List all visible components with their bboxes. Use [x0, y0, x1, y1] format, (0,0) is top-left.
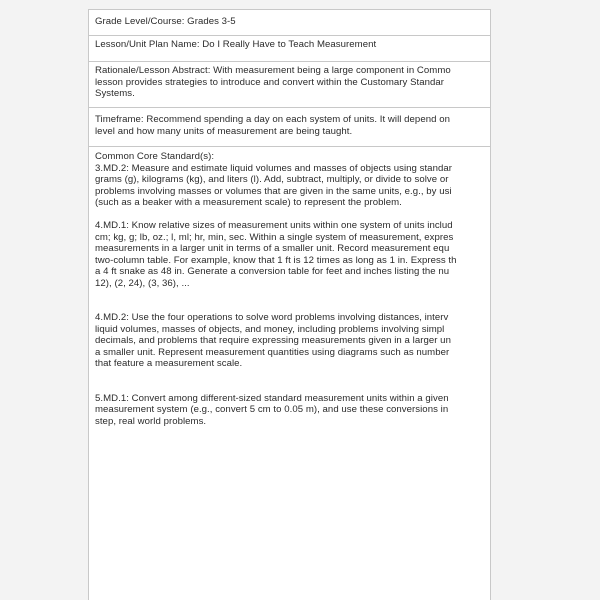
- standard-line: measurement system (e.g., convert 5 cm to 0.05 m), and use these conversions in: [95, 404, 449, 415]
- rationale-row: [89, 62, 490, 108]
- rationale-line: Systems.: [95, 88, 135, 99]
- standard-line: two-column table. For example, know that 1 ft is 12 times as long as 1 in. Express th: [95, 254, 457, 266]
- standard-line: 12), (2, 24), (3, 36), ...: [95, 277, 190, 289]
- standards-row: [89, 147, 490, 431]
- standard-4md1: [95, 220, 490, 289]
- standard-line: a smaller unit. Represent measurement quantities using diagrams such as number: [95, 346, 450, 358]
- standard-line: 3.MD.2: Measure and estimate liquid volumes and masses of objects using standar: [95, 162, 452, 174]
- spacer: [95, 370, 490, 393]
- standard-5md1: [95, 393, 490, 428]
- standard-line: measurements in a larger unit in terms of a smaller unit. Record measurement equ: [95, 243, 450, 254]
- grade-level-row: [89, 10, 490, 36]
- plan-name-row: [89, 36, 490, 62]
- standard-line: 5.MD.1: Convert among different-sized standard measurement units within a given: [95, 392, 449, 404]
- standard-line: step, real world problems.: [95, 415, 207, 427]
- standard-line: cm; kg, g; lb, oz.; l, ml; hr, min, sec. Within a single system of measurement, expres: [95, 231, 454, 243]
- document-page: [88, 9, 491, 600]
- standard-line: problems involving masses or volumes that are given in the same units, e.g., by usi: [95, 185, 452, 197]
- standards-heading: Common Core Standard(s):: [95, 151, 215, 162]
- grade-level-text: Grade Level/Course: Grades 3-5: [95, 16, 236, 27]
- standard-line: 4.MD.2: Use the four operations to solve word problems involving distances, interv: [95, 312, 449, 323]
- standard-line: grams (g), kilograms (kg), and liters (l). Add, subtract, multiply, or divide to solve or: [95, 174, 449, 185]
- standard-line: (such as a beaker with a measurement scale) to represent the problem.: [95, 197, 402, 208]
- timeframe-row: [89, 108, 490, 147]
- standard-3md2: [95, 163, 490, 209]
- spacer: [95, 289, 490, 312]
- standard-4md2: [95, 312, 490, 370]
- timeframe-line: level and how many units of measurement are being taught.: [95, 125, 353, 137]
- rationale-line: lesson provides strategies to introduce and convert within the Customary Standar: [95, 76, 445, 88]
- standard-line: that feature a measurement scale.: [95, 358, 243, 369]
- standard-line: 4.MD.1: Know relative sizes of measurement units within one system of units includ: [95, 220, 453, 231]
- timeframe-line: Timeframe: Recommend spending a day on each system of units. It will depend on: [95, 114, 450, 125]
- standard-line: liquid volumes, masses of objects, and money, including problems involving simpl: [95, 323, 445, 335]
- plan-name-text: Lesson/Unit Plan Name: Do I Really Have to Teach Measurement: [95, 39, 377, 50]
- standard-line: a 4 ft snake as 48 in. Generate a conversion table for feet and inches listing the nu: [95, 266, 450, 277]
- spacer: [95, 209, 490, 221]
- standard-line: decimals, and problems that require expressing measurements given in a larger un: [95, 335, 451, 346]
- rationale-line: Rationale/Lesson Abstract: With measurement being a large component in Commo: [95, 65, 451, 76]
